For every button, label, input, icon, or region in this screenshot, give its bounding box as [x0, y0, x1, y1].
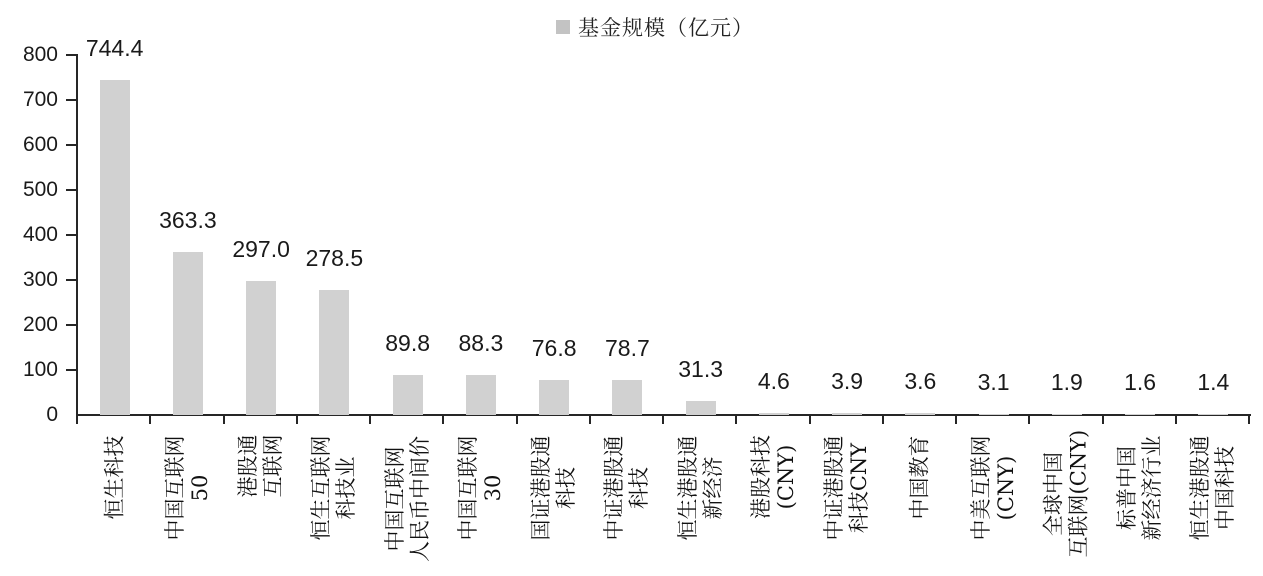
- x-axis-category-label: [749, 430, 799, 524]
- x-axis-category-label-line: 科技CNY: [847, 442, 872, 534]
- y-axis-tick: [66, 369, 76, 371]
- x-axis-category-label-line: 港股通: [236, 434, 261, 498]
- x-axis-category-label: [163, 430, 213, 546]
- x-axis-category-label-line: 新经济: [700, 456, 725, 520]
- x-axis-category-label: [456, 430, 506, 546]
- bar-value-label: 1.9: [1050, 369, 1083, 395]
- x-axis-category-label-line: 中证港股通: [602, 435, 627, 541]
- x-axis-tick: [1102, 415, 1104, 424]
- x-axis-category-label: [602, 430, 652, 546]
- bar: [612, 380, 642, 415]
- x-axis-tick: [1175, 415, 1177, 424]
- x-axis-category-label-line: 50: [187, 474, 212, 502]
- x-axis-category-label: [102, 430, 127, 524]
- bar: [173, 252, 203, 415]
- bar-value-label: 3.6: [904, 368, 937, 395]
- x-axis-tick: [1248, 415, 1250, 424]
- x-axis-category-label-line: 科技: [554, 467, 579, 509]
- y-axis-tick-label: 100: [22, 358, 58, 381]
- x-axis-tick: [955, 415, 957, 424]
- x-axis-category-label-line: 全球中国: [1041, 451, 1066, 536]
- y-axis-tick-label: 700: [22, 88, 58, 111]
- x-axis-category-label: [1115, 430, 1165, 546]
- x-axis-category-label: [383, 430, 433, 568]
- x-axis-category-label-line: 人民币中间价: [407, 436, 432, 562]
- bar-value-label: 76.8: [531, 335, 577, 362]
- bar: [539, 380, 569, 415]
- x-axis-category-label-line: (CNY): [993, 455, 1018, 521]
- x-axis-category-label-line: 中国互联网: [455, 435, 480, 541]
- legend-marker-icon: [556, 20, 570, 34]
- x-axis-tick: [149, 415, 151, 424]
- x-axis-category-label-line: 中国教育: [907, 435, 932, 519]
- x-axis-tick: [882, 415, 884, 424]
- x-axis-category-label-line: 科技业: [334, 456, 359, 520]
- bar: [466, 375, 496, 415]
- bar-value-label: 297.0: [232, 236, 290, 263]
- x-axis-category-label-line: 恒生港股通: [1188, 435, 1213, 541]
- y-axis-line: [76, 54, 78, 424]
- x-axis-tick: [223, 415, 225, 424]
- bar: [393, 375, 423, 415]
- x-axis-category-label: [309, 430, 359, 546]
- x-axis-tick: [76, 415, 78, 424]
- y-axis-tick: [66, 234, 76, 236]
- bar: [100, 80, 130, 415]
- bar-value-label: 78.7: [604, 334, 650, 361]
- bar: [759, 413, 789, 415]
- x-axis-category-label: [822, 430, 872, 546]
- x-axis-tick: [296, 415, 298, 424]
- y-axis-tick: [66, 189, 76, 191]
- x-axis-category-label-line: 中国互联网: [162, 435, 187, 541]
- x-axis-tick: [516, 415, 518, 424]
- x-axis-category-label-line: 标普中国: [1115, 446, 1140, 530]
- bar: [832, 413, 862, 415]
- x-axis-category-label-line: 恒生科技: [102, 435, 127, 519]
- bar: [686, 401, 716, 415]
- x-axis-category-label-line: 中国互联网: [382, 446, 407, 552]
- x-axis-category-label-line: 恒生港股通: [675, 435, 700, 541]
- y-axis-tick-label: 400: [22, 223, 58, 246]
- y-axis-tick: [66, 279, 76, 281]
- x-axis-category-label: [529, 430, 579, 546]
- chart-legend: [556, 12, 754, 42]
- bar-value-label: 1.4: [1197, 369, 1230, 395]
- x-axis-category-label-line: 中国科技: [1213, 446, 1238, 530]
- y-axis-tick-label: 800: [22, 43, 58, 66]
- x-axis-category-label: [969, 430, 1019, 546]
- bar-value-label: 3.1: [977, 368, 1010, 395]
- y-axis-tick-label: 0: [46, 403, 58, 426]
- bar: [905, 413, 935, 415]
- x-axis-category-label-line: 30: [480, 474, 505, 502]
- x-axis-tick: [369, 415, 371, 424]
- bar-value-label: 4.6: [757, 367, 790, 394]
- x-axis-category-label-line: 港股科技: [748, 435, 773, 519]
- bar-value-label: 89.8: [385, 329, 430, 356]
- x-axis-category-label: [1188, 430, 1238, 546]
- x-axis-category-label-line: 国证港股通: [529, 435, 554, 541]
- bar-value-label: 1.6: [1124, 369, 1157, 395]
- x-axis-category-label-line: 互联网(CNY): [1066, 429, 1091, 557]
- x-axis-category-label: [908, 430, 933, 524]
- x-axis-category-label-line: 中美互联网: [968, 435, 993, 541]
- x-axis-category-label: [676, 430, 726, 546]
- bar: [319, 290, 349, 415]
- bar-value-label: 3.9: [831, 368, 864, 395]
- legend-label: 基金规模（亿元）: [578, 16, 754, 40]
- x-axis-category-label: [236, 430, 286, 502]
- x-axis-tick: [662, 415, 664, 424]
- x-axis-tick: [589, 415, 591, 424]
- bar: [246, 281, 276, 415]
- x-axis-category-label-line: 新经济行业: [1140, 435, 1165, 541]
- bar: [1125, 414, 1155, 415]
- y-axis-tick: [66, 99, 76, 101]
- bar-value-label: 363.3: [159, 206, 217, 233]
- bar-value-label: 88.3: [458, 330, 504, 357]
- y-axis-tick-label: 500: [22, 178, 58, 201]
- bar: [979, 414, 1009, 415]
- bar: [1198, 414, 1228, 415]
- x-axis-category-label: [1042, 430, 1092, 557]
- bar: [1052, 414, 1082, 415]
- y-axis-tick-label: 300: [22, 268, 58, 291]
- x-axis-category-label-line: 中证港股通: [822, 435, 847, 541]
- y-axis-tick-label: 600: [22, 133, 58, 156]
- bar-value-label: 744.4: [85, 35, 144, 62]
- bar-value-label: 31.3: [678, 355, 723, 382]
- y-axis-tick-label: 200: [22, 313, 58, 336]
- bar-value-label: 278.5: [305, 244, 364, 271]
- x-axis-category-label-line: 互联网: [261, 434, 286, 498]
- y-axis-tick: [66, 324, 76, 326]
- x-axis-category-label-line: (CNY): [773, 444, 798, 510]
- x-axis-category-label-line: 科技: [627, 467, 652, 509]
- x-axis-tick: [735, 415, 737, 424]
- x-axis-tick: [809, 415, 811, 424]
- y-axis-tick: [66, 144, 76, 146]
- x-axis-tick: [442, 415, 444, 424]
- x-axis-tick: [1028, 415, 1030, 424]
- x-axis-category-label-line: 恒生互联网: [309, 435, 334, 541]
